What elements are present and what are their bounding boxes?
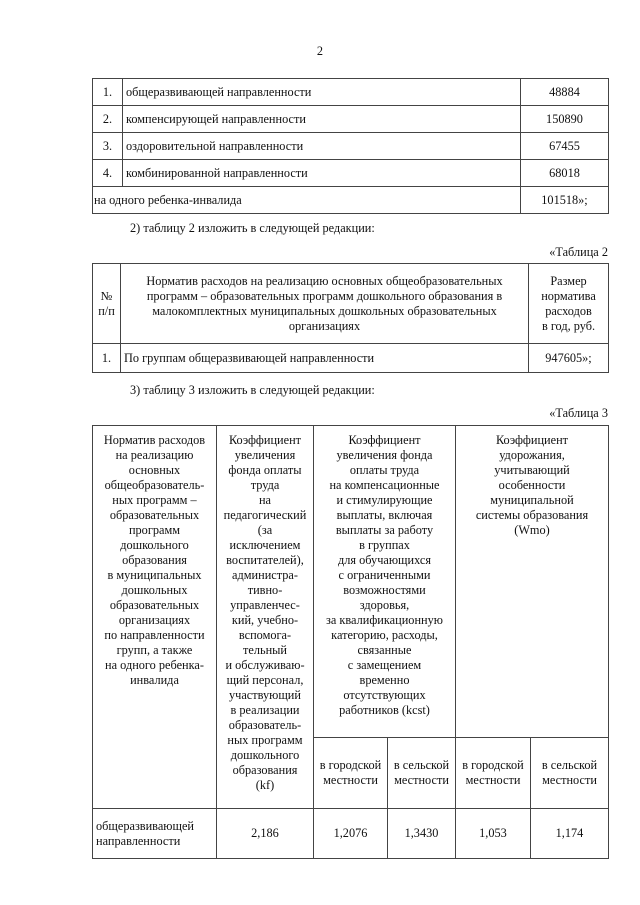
table-2 [92,263,609,373]
table-3-caption: «Таблица 3 [549,406,608,420]
header-kf: Коэффициент увеличения фонда оплаты труда на педагогический (за исключением воспитателей), администра- тивно- управленчес- кий, учебно- вспомога- тельный и обслуживаю- щий персонал, участвующий в реализации образователь- ных программ дошкольного образования (kf) [217,426,314,809]
subheader-kcst-rural: в сельской местности [388,738,456,809]
row-kcst-rural: 1,3430 [388,809,456,859]
row-label: компенсирующей направленности [123,106,521,133]
row-kcst-urban: 1,2076 [314,809,388,859]
table-row [93,160,609,187]
table-row [93,79,609,106]
row-label: общеразвивающей направленности [123,79,521,106]
table-header-row [93,426,609,738]
header-norm: Норматив расходов на реализацию основных общеобразователь- ных программ – образовательных программ дошкольного образования в муниципальных дошкольных образовательных организациях по направленности групп, а также на одного ребенка- инвалида [93,426,217,809]
table-row [93,809,609,859]
subheader-wmo-rural: в сельской местности [531,738,609,809]
row-label: комбинированной направленности [123,160,521,187]
row-wmo-rural: 1,174 [531,809,609,859]
table-3 [92,425,609,859]
subheader-wmo-urban: в городской местности [456,738,531,809]
table-header-row [93,264,609,344]
row-value: 67455 [521,133,609,160]
footer-label: на одного ребенка-инвалида [93,187,521,214]
row-number: 3. [93,133,123,160]
header-value: Размер норматива расходов в год, руб. [529,264,609,344]
row-number: 1. [93,79,123,106]
row-value: 947605»; [529,344,609,373]
row-label: По группам общеразвивающей направленности [121,344,529,373]
row-wmo-urban: 1,053 [456,809,531,859]
row-number: 2. [93,106,123,133]
row-value: 150890 [521,106,609,133]
table-2-caption: «Таблица 2 [549,245,608,259]
table-row [93,344,609,373]
row-number: 4. [93,160,123,187]
table-footer-row [93,187,609,214]
header-description: Норматив расходов на реализацию основных общеобразовательных программ – образовательных программ дошкольного образования в малокомплектных муниципальных дошкольных образовательных организациях [121,264,529,344]
row-value: 48884 [521,79,609,106]
header-kcst: Коэффициент увеличения фонда оплаты труда на компенсационные и стимулирующие выплаты, включая выплаты за работу в группах для обучающихся с ограниченными возможностями здоровья, за квалификационную категорию, расходы, связанные с замещением временно отсутствующих работников (kcst) [314,426,456,738]
paragraph-2: 2) таблицу 2 изложить в следующей редакции: [130,221,375,235]
row-label: общеразвивающей направленности [93,809,217,859]
subheader-kcst-urban: в городской местности [314,738,388,809]
header-number: № п/п [93,264,121,344]
table-1 [92,78,609,214]
paragraph-3: 3) таблицу 3 изложить в следующей редакции: [130,383,375,397]
row-number: 1. [93,344,121,373]
table-row [93,133,609,160]
footer-value: 101518»; [521,187,609,214]
table-row [93,106,609,133]
row-label: оздоровительной направленности [123,133,521,160]
page-number: 2 [316,44,324,58]
row-kf: 2,186 [217,809,314,859]
header-wmo: Коэффициент удорожания, учитывающий особенности муниципальной системы образования (Wmo) [456,426,609,738]
row-value: 68018 [521,160,609,187]
